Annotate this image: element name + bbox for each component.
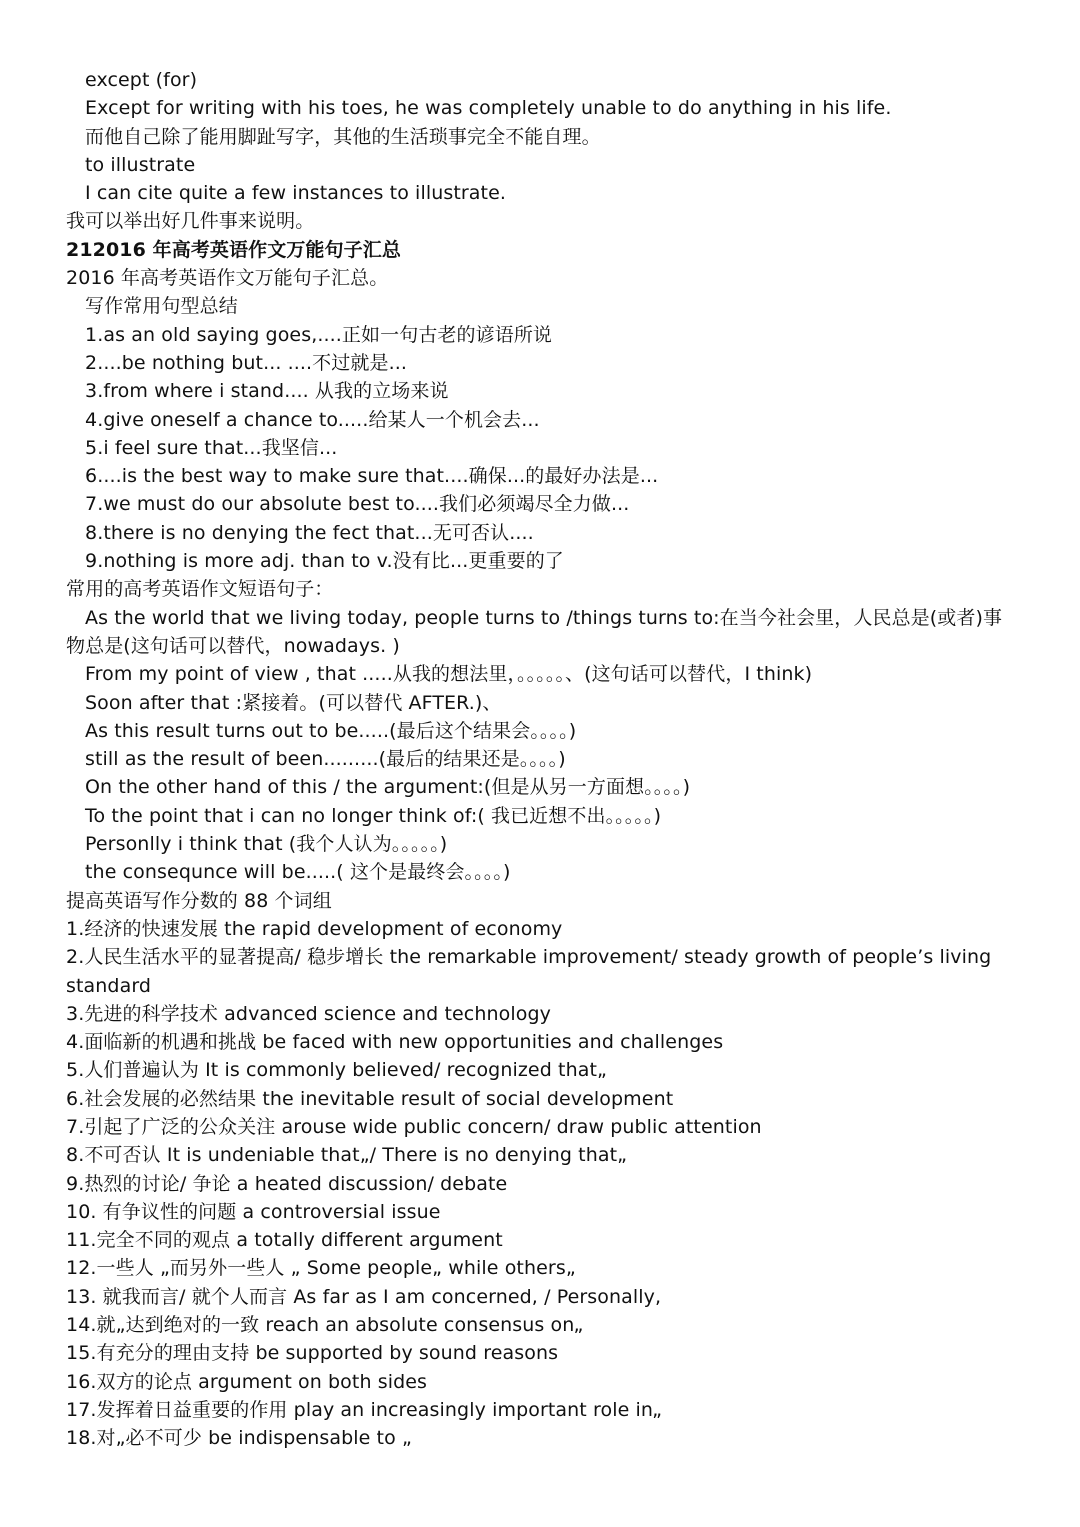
list-item: 5.i feel sure that...我坚信... (85, 436, 338, 459)
paragraph: As the world that we living today, people turns to /things turns to:在当今社会里，人民总是(或者)事物总是(这句话可以替代，nowadays. ) (66, 606, 1003, 657)
text-line: Except for writing with his toes, he was completely unable to do anything in his life. (85, 97, 892, 120)
list-item: 1.经济的快速发展 the rapid development of economy (66, 917, 563, 940)
list-item: 7.we must do our absolute best to....我们必须竭尽全力做... (85, 493, 630, 516)
list-item: 13. 就我而言/ 就个人而言 As far as I am concerned, / Personally, (66, 1285, 662, 1308)
list-item: 1.as an old saying goes,....正如一句古老的谚语所说 (85, 323, 553, 346)
list-item: 16.双方的论点 argument on both sides (66, 1370, 428, 1393)
text-line: 我可以举出好几件事来说明。 (66, 210, 315, 233)
text-line: From my point of view , that .....从我的想法里，。。。。。、(这句话可以替代，I think) (85, 663, 813, 686)
list-item: 4.give oneself a chance to.....给某人一个机会去... (85, 408, 540, 431)
list-item: 18.对„必不可少 be indispensable to „ (66, 1427, 412, 1450)
list-item: 10. 有争议性的问题 a controversial issue (66, 1200, 441, 1223)
list-item: 15.有充分的理由支持 be supported by sound reasons (66, 1342, 559, 1365)
list-item: 12.一些人 „而另外一些人 „ Some people„ while others„ (66, 1257, 576, 1280)
list-item: 8.there is no denying the fect that...无可否认.... (85, 521, 534, 544)
text-line: the consequnce will be.....( 这个是最终会。。。。) (85, 861, 511, 884)
list-item: 17.发挥着日益重要的作用 play an increasingly important role in„ (66, 1398, 663, 1421)
list-item: 11.完全不同的观点 a totally different argument (66, 1229, 503, 1252)
list-item: 2....be nothing but... ....不过就是... (85, 351, 408, 374)
list-item: 2.人民生活水平的显著提高/ 稳步增长 the remarkable improvement/ steady growth of people’s living standard (66, 946, 992, 997)
document-page (0, 66, 1080, 1453)
text-line: 2016 年高考英语作文万能句子汇总。 (66, 267, 389, 290)
list-item: 9.热烈的讨论/ 争论 a heated discussion/ debate (66, 1172, 508, 1195)
subheading: 常用的高考英语作文短语句子： (66, 578, 334, 601)
list-item: 5.人们普遍认为 It is commonly believed/ recognized that„ (66, 1059, 607, 1082)
text-line: Personlly i think that (我个人认为。。。。。) (85, 833, 448, 856)
list-item: 3.from where i stand.... 从我的立场来说 (85, 380, 449, 403)
text-line: still as the result of been.........(最后的结果还是。。。。) (85, 748, 566, 771)
list-item: 6....is the best way to make sure that....确保...的最好办法是... (85, 465, 659, 488)
list-item: 6.社会发展的必然结果 the inevitable result of social development (66, 1087, 674, 1110)
text-line: Soon after that :紧接着。(可以替代 AFTER.)、 (85, 691, 502, 714)
list-item: 8.不可否认 It is undeniable that„/ There is no denying that„ (66, 1144, 628, 1167)
text-line: 而他自己除了能用脚趾写字，其他的生活琐事完全不能自理。 (85, 125, 601, 148)
text-line: On the other hand of this / the argument:(但是从另一方面想。。。。) (85, 776, 691, 799)
list-item: 9.nothing is more adj. than to v.没有比...更重要的了 (85, 550, 564, 573)
subheading: 提高英语写作分数的 88 个词组 (66, 889, 332, 912)
text-line: To the point that i can no longer think of:( 我已近想不出。。。。。) (85, 804, 662, 827)
text-line: As this result turns out to be.....(最后这个结果会。。。。) (85, 719, 577, 742)
text-line: I can cite quite a few instances to illustrate. (85, 182, 507, 205)
text-line: to illustrate (85, 153, 196, 176)
list-item: 3.先进的科学技术 advanced science and technology (66, 1002, 551, 1025)
text-line: except (for) (85, 69, 198, 91)
list-item: 14.就„达到绝对的一致 reach an absolute consensus on„ (66, 1314, 584, 1337)
section-heading: 212016 年高考英语作文万能句子汇总 (66, 238, 401, 261)
list-item: 7.引起了广泛的公众关注 arouse wide public concern/ draw public attention (66, 1115, 762, 1138)
subheading: 写作常用句型总结 (85, 295, 238, 318)
list-item: 4.面临新的机遇和挑战 be faced with new opportunities and challenges (66, 1031, 724, 1054)
